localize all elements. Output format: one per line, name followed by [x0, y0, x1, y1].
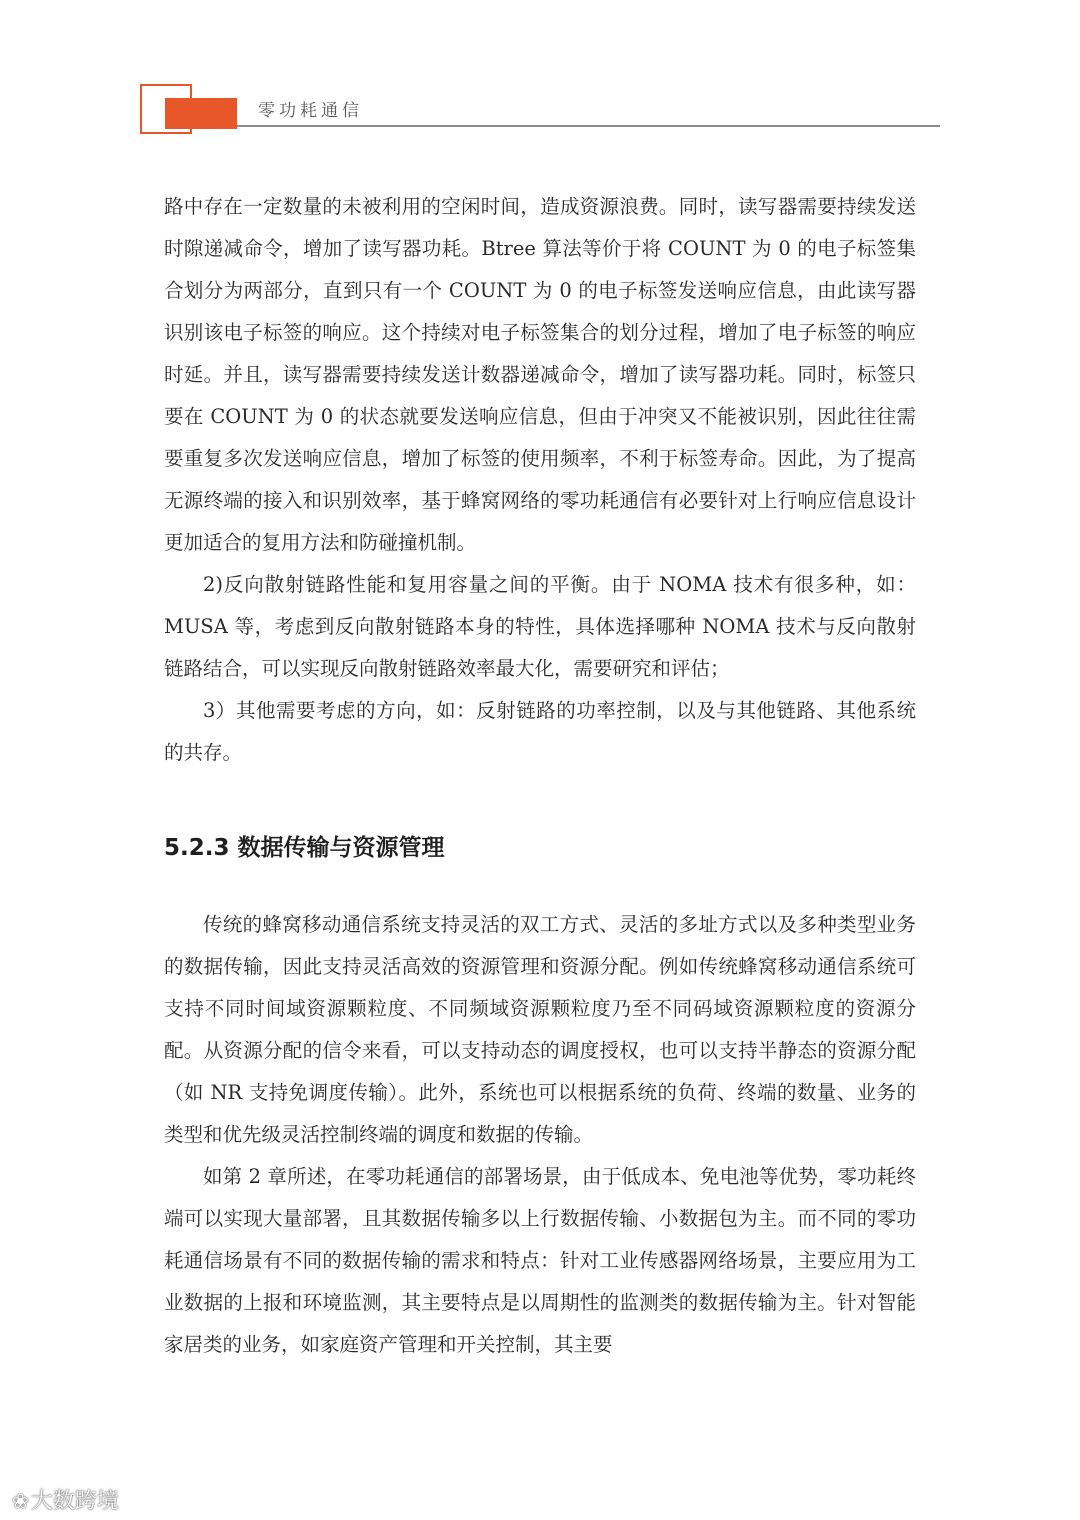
running-header-title: 零功耗通信: [258, 101, 363, 121]
watermark-text: 大数跨境: [30, 1489, 119, 1514]
section-heading: 5.2.3 数据传输与资源管理: [164, 835, 445, 861]
watermark: [12, 1484, 119, 1515]
weibo-like-logo-icon: ❀: [12, 1489, 29, 1513]
paragraph-item-2: 2)反向散射链路性能和复用容量之间的平衡。由于 NOMA 技术有很多种，如：MUSA 等，考虑到反向散射链路本身的特性，具体选择哪种 NOMA 技术与反向散射链路结合，可以实现反向散射链路效率最大化，需要研究和评估；: [164, 573, 916, 680]
section-paragraph-2: 如第 2 章所述，在零功耗通信的部署场景，由于低成本、免电池等优势，零功耗终端可以实现大量部署，且其数据传输多以上行数据传输、小数据包为主。而不同的零功耗通信场景有不同的数据传输的需求和特点：针对工业传感器网络场景，主要应用为工业数据的上报和环境监测，其主要特点是以周期性的监测类的数据传输为主。针对智能家居类的业务，如家庭资产管理和开关控制，其主要: [164, 1165, 916, 1356]
paragraph-item-3: 3）其他需要考虑的方向，如：反射链路的功率控制，以及与其他链路、其他系统的共存。: [164, 699, 916, 764]
section-paragraph-1: 传统的蜂窝移动通信系统支持灵活的双工方式、灵活的多址方式以及多种类型业务的数据传输，因此支持灵活高效的资源管理和资源分配。例如传统蜂窝移动通信系统可支持不同时间域资源颗粒度、不同频域资源颗粒度乃至不同码域资源颗粒度的资源分配。从资源分配的信令来看，可以支持动态的调度授权，也可以支持半静态的资源分配（如 NR 支持免调度传输）。此外，系统也可以根据系统的负荷、终端的数量、业务的类型和优先级灵活控制终端的调度和数据的传输。: [164, 913, 916, 1146]
page-body: [164, 186, 916, 1366]
header-rule: [237, 125, 940, 127]
paragraph-continued: 路中存在一定数量的未被利用的空闲时间，造成资源浪费。同时，读写器需要持续发送时隙递减命令，增加了读写器功耗。Btree 算法等价于将 COUNT 为 0 的电子标签集合划分为两部分，直到只有一个 COUNT 为 0 的电子标签发送响应信息，由此读写器识别该电子标签的响应。这个持续对电子标签集合的划分过程，增加了电子标签的响应时延。并且，读写器需要持续发送计数器递减命令，增加了读写器功耗。同时，标签只要在 COUNT 为 0 的状态就要发送响应信息，但由于冲突又不能被识别，因此往往需要重复多次发送响应信息，增加了标签的使用频率，不利于标签寿命。因此，为了提高无源终端的接入和识别效率，基于蜂窝网络的零功耗通信有必要针对上行响应信息设计更加适合的复用方法和防碰撞机制。: [164, 195, 916, 554]
header-accent-bar: [165, 98, 237, 129]
